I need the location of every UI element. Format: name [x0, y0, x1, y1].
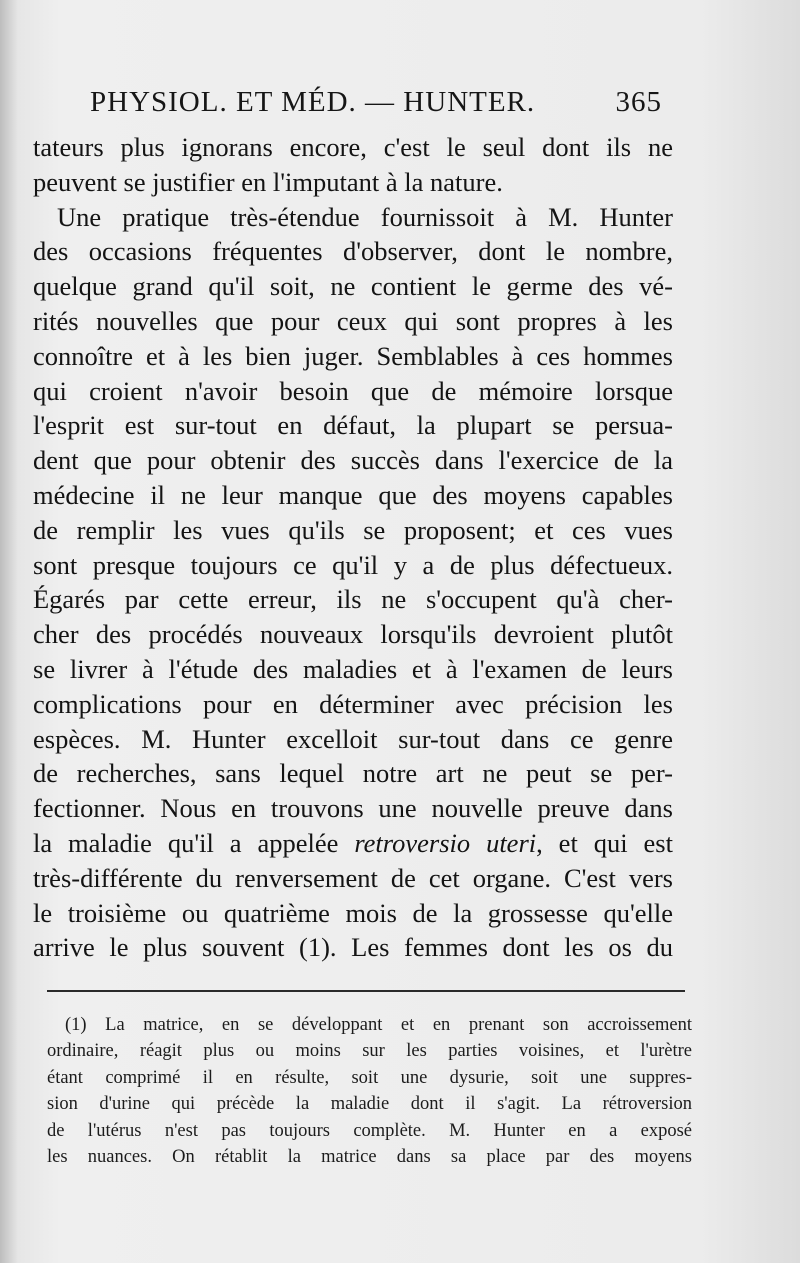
- text-line: Une pratique très-étendue fournissoit à M. Hunter: [57, 201, 673, 232]
- text-line: peuvent se justifier en l'imputant à la nature.: [33, 166, 503, 197]
- text-line: le troisième ou quatrième mois de la grossesse qu'elle: [33, 897, 673, 928]
- text-line: qui croient n'avoir besoin que de mémoire lorsque: [33, 375, 673, 406]
- footnote-line: sion d'urine qui précède la maladie dont il s'agit. La rétroversion: [47, 1094, 692, 1115]
- running-header: [90, 86, 670, 128]
- text-line: arrive le plus souvent (1). Les femmes dont les os du: [33, 932, 673, 963]
- footnote-line: de l'utérus n'est pas toujours complète. M. Hunter en a exposé: [47, 1120, 692, 1141]
- page-number: 365: [615, 86, 662, 118]
- text-line: de recherches, sans lequel notre art ne peut se per-: [33, 758, 673, 789]
- text-line: connoître et à les bien juger. Semblables à ces hommes: [33, 340, 673, 371]
- text-line: très-différente du renversement de cet organe. C'est vers: [33, 862, 673, 893]
- text-line: l'esprit est sur-tout en défaut, la plupart se persua-: [33, 410, 673, 441]
- text-segment: , et qui est: [536, 827, 673, 858]
- text-line: [33, 826, 673, 861]
- text-line: cher des procédés nouveaux lorsqu'ils devroient plutôt: [33, 619, 673, 650]
- text-line: quelque grand qu'il soit, ne contient le germe des vé-: [33, 271, 673, 302]
- text-segment: la maladie qu'il a appelée: [33, 827, 339, 858]
- text-line: complications pour en déterminer avec précision les: [33, 688, 673, 719]
- text-line: médecine il ne leur manque que des moyens capables: [33, 479, 673, 510]
- footnote-line: ordinaire, réagit plus ou moins sur les parties voisines, et l'urètre: [47, 1041, 692, 1062]
- text-line: Égarés par cette erreur, ils ne s'occupent qu'à cher-: [33, 584, 673, 615]
- italic-term: retroversio uteri: [354, 827, 537, 858]
- footnote-line: (1) La matrice, en se développant et en prenant son accroissement: [65, 1015, 692, 1035]
- text-line: tateurs plus ignorans encore, c'est le seul dont ils ne: [33, 132, 673, 162]
- main-text: [33, 130, 673, 965]
- running-title: PHYSIOL. ET MÉD. — HUNTER.: [90, 86, 536, 118]
- text-line: se livrer à l'étude des maladies et à l'examen de leurs: [33, 653, 673, 684]
- text-line: fectionner. Nous en trouvons une nouvelle preuve dans: [33, 793, 673, 824]
- text-line: espèces. M. Hunter excelloit sur-tout dans ce genre: [33, 723, 673, 754]
- text-line: de remplir les vues qu'ils se proposent; et ces vues: [33, 514, 673, 545]
- footnote-separator: [47, 990, 685, 992]
- text-line: des occasions fréquentes d'observer, dont le nombre,: [33, 236, 673, 267]
- text-line: dent que pour obtenir des succès dans l'exercice de la: [33, 445, 673, 476]
- footnote: [47, 1012, 692, 1170]
- text-line: rités nouvelles que pour ceux qui sont propres à les: [33, 305, 673, 336]
- text-line: sont presque toujours ce qu'il y a de plus défectueux.: [33, 549, 673, 580]
- footnote-line: les nuances. On rétablit la matrice dans sa place par des moyens: [47, 1146, 692, 1167]
- footnote-line: étant comprimé il en résulte, soit une dysurie, soit une suppres-: [47, 1067, 692, 1088]
